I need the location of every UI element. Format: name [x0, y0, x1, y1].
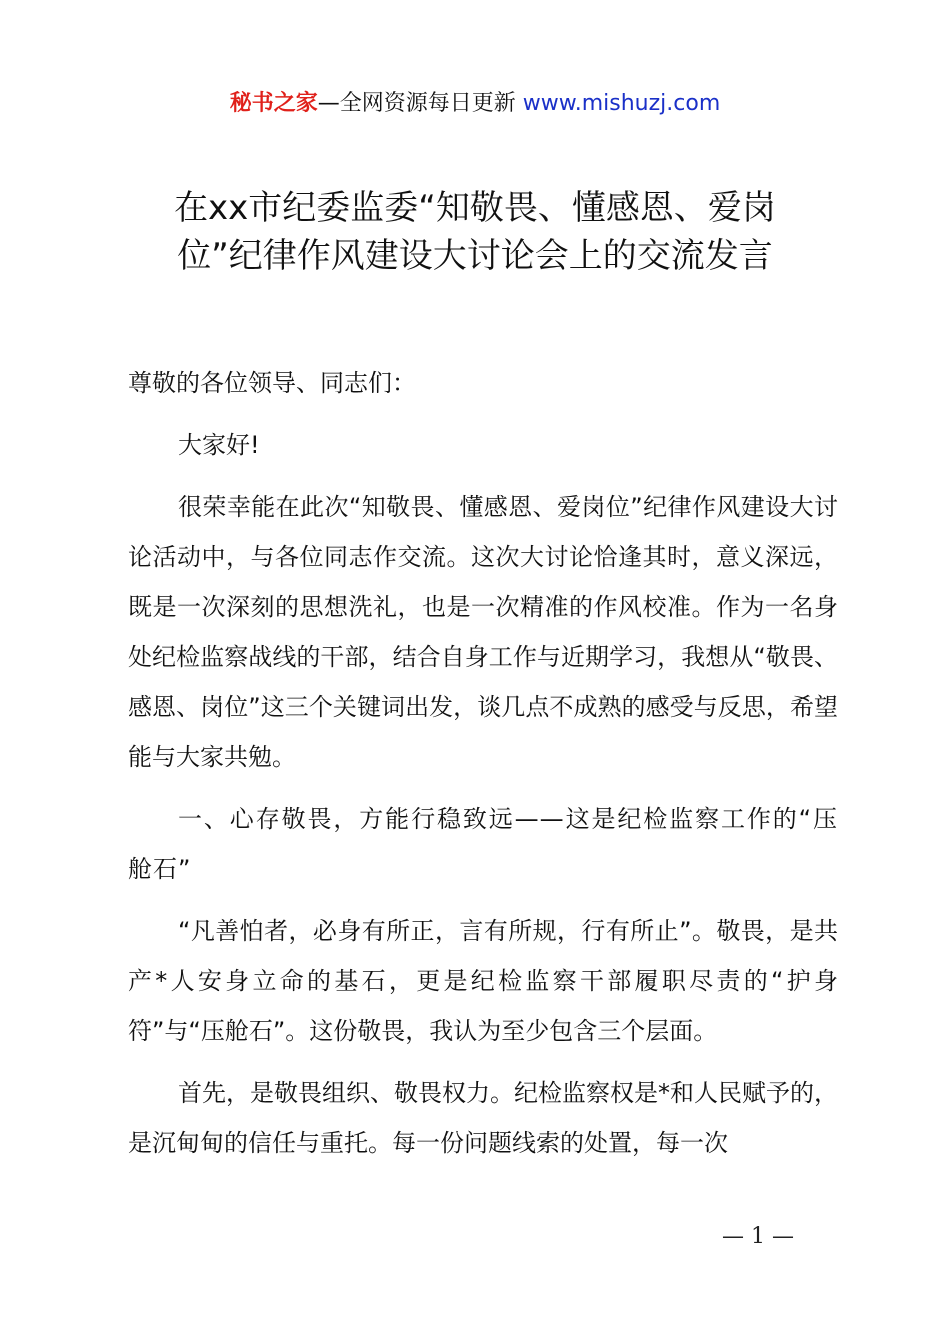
section-heading-1: 一、心存敬畏，方能行稳致远——这是纪检监察工作的“压舱石” — [128, 805, 838, 883]
document-title — [100, 184, 850, 280]
paragraph-first-point: 首先，是敬畏组织、敬畏权力。纪检监察权是*和人民赋予的，是沉甸甸的信任与重托。每一份问题线索的处置，每一次 — [128, 1079, 838, 1157]
header-url-link[interactable]: www.mishuzj.com — [522, 91, 721, 116]
salutation: 尊敬的各位领导、同志们： — [128, 369, 416, 397]
site-header — [0, 88, 950, 120]
document-body — [128, 358, 838, 1180]
paragraph-intro: 很荣幸能在此次“知敬畏、懂感恩、爱岗位”纪律作风建设大讨论活动中，与各位同志作交流。这次大讨论恰逢其时，意义深远，既是一次深刻的思想洗礼，也是一次精准的作风校准。作为一名身处纪检监察战线的干部，结合自身工作与近期学习，我想从“敬畏、感恩、岗位”这三个关键词出发，谈几点不成熟的感受与反思，希望能与大家共勉。 — [128, 493, 838, 771]
paragraph-reverence: “凡善怕者，必身有所正，言有所规，行有所止”。敬畏，是共产*人安身立命的基石，更是纪检监察干部履职尽责的“护身符”与“压舱石”。这份敬畏，我认为至少包含三个层面。 — [128, 917, 838, 1045]
header-tagline: —全网资源每日更新 — [317, 91, 523, 116]
title-line-2: 位”纪律作风建设大讨论会上的交流发言 — [177, 236, 773, 276]
greeting: 大家好! — [178, 431, 260, 459]
title-line-1: 在xx市纪委监委“知敬畏、懂感恩、爱岗 — [174, 188, 776, 228]
brand-name: 秘书之家 — [229, 91, 318, 116]
page-number: — 1 — — [722, 1224, 794, 1249]
